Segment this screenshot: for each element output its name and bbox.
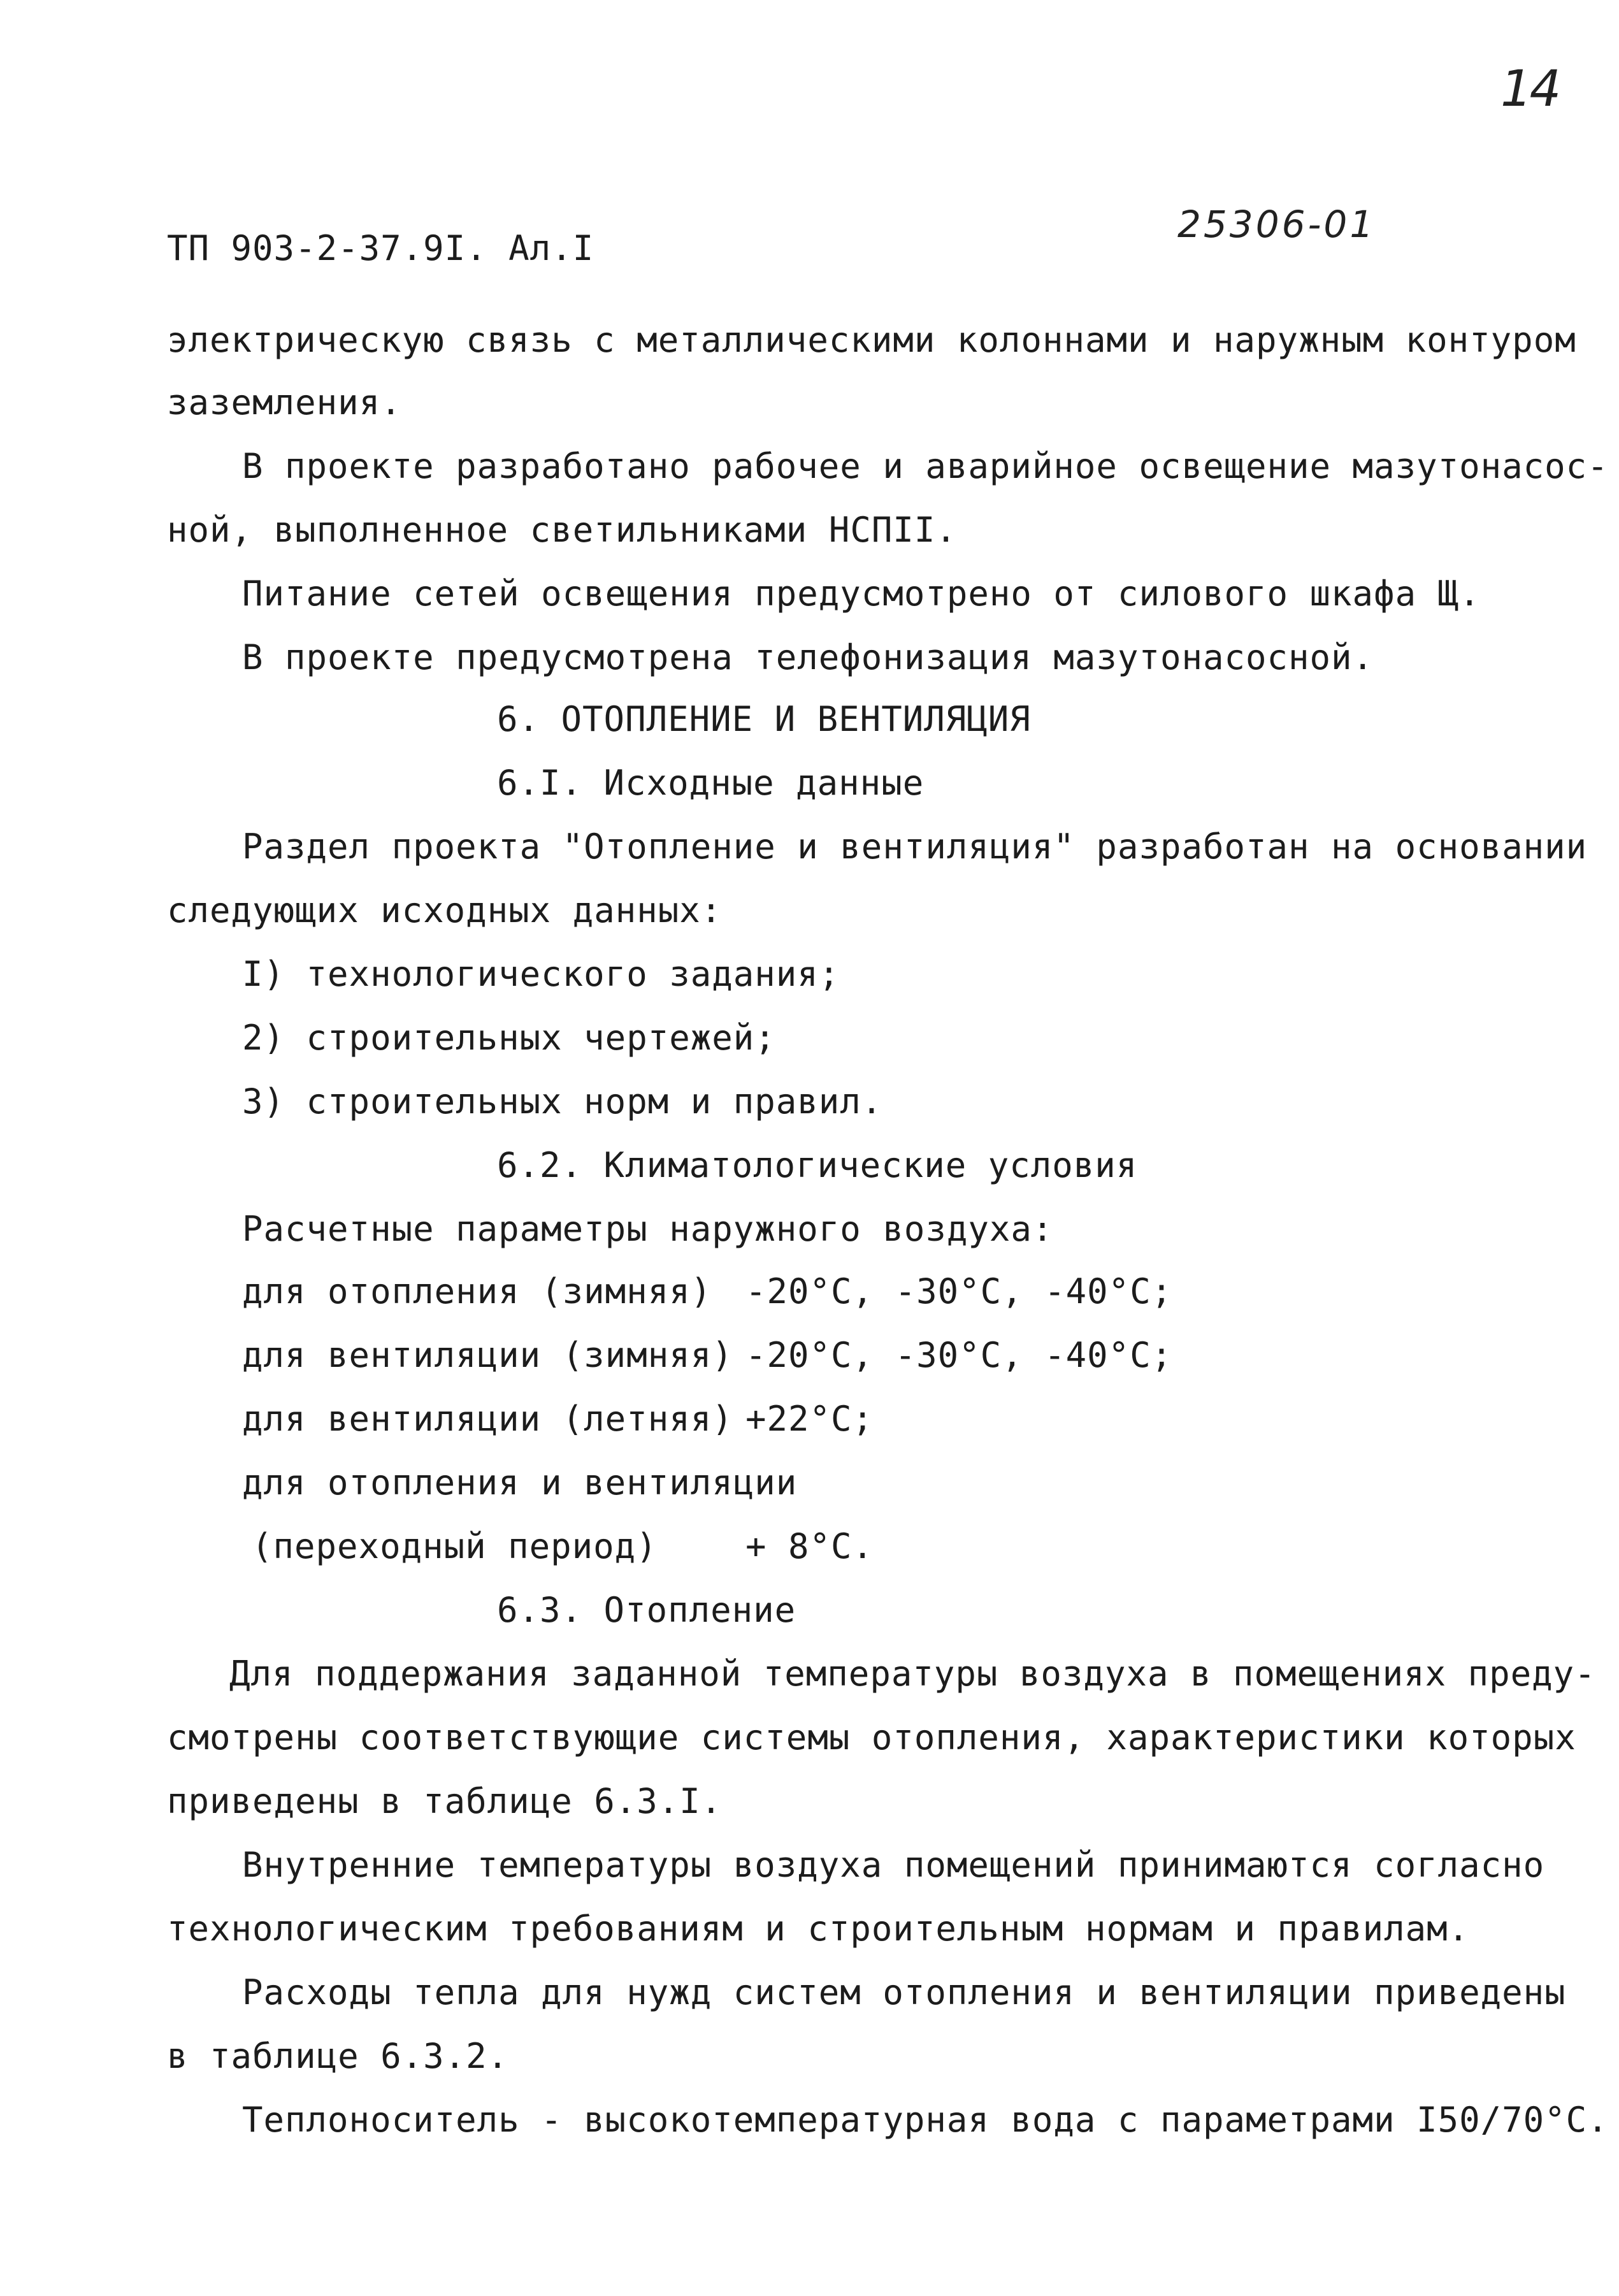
- text-line: Расходы тепла для нужд систем отопления и вентиляции приведены: [242, 1972, 1566, 2012]
- list-item: 3) строительных норм и правил.: [242, 1081, 883, 1122]
- text-line: технологическим требованиям и строительным нормам и правилам.: [167, 1909, 1470, 1949]
- text-line: В проекте предусмотрена телефонизация мазутонасосной.: [242, 637, 1374, 677]
- subsection-heading: 6.I. Исходные данные: [497, 763, 925, 803]
- climate-value: + 8°С.: [745, 1526, 874, 1566]
- document-code: ТП 903-2-37.9I. Ал.I: [167, 228, 594, 268]
- text-line: ной, выполненное светильниками НСПII.: [167, 510, 957, 550]
- subsection-heading: 6.2. Климатологические условия: [497, 1145, 1138, 1185]
- text-line: Для поддержания заданной температуры воздуха в помещениях преду-: [229, 1654, 1596, 1694]
- page-number: 14: [1500, 61, 1559, 118]
- section-heading: 6. ОТОПЛЕНИЕ И ВЕНТИЛЯЦИЯ: [497, 699, 1031, 739]
- list-item: I) технологического задания;: [242, 954, 840, 994]
- subsection-heading: 6.3. Отопление: [497, 1590, 796, 1630]
- text-line: Теплоноситель - высокотемпературная вода с параметрами I50/70°С.: [242, 2100, 1609, 2140]
- climate-value: -20°С, -30°С, -40°С;: [745, 1271, 1173, 1311]
- text-line: смотрены соответствующие системы отопления, характеристики которых: [167, 1717, 1576, 1758]
- text-line: приведены в таблице 6.3.I.: [167, 1781, 723, 1821]
- text-line: Внутренние температуры воздуха помещений принимаются согласно: [242, 1845, 1545, 1885]
- text-line: В проекте разработано рабочее и аварийное освещение мазутонасос-: [242, 446, 1609, 486]
- text-line: Расчетные параметры наружного воздуха:: [242, 1209, 1054, 1249]
- climate-label: для вентиляции (зимняя): [242, 1335, 733, 1375]
- text-line: в таблице 6.3.2.: [167, 2036, 509, 2076]
- climate-label: для отопления (зимняя): [242, 1271, 712, 1311]
- text-line: Раздел проекта "Отопление и вентиляция" разработан на основании: [242, 827, 1588, 867]
- climate-label: (переходный период): [252, 1526, 658, 1566]
- climate-value: -20°С, -30°С, -40°С;: [745, 1335, 1173, 1375]
- text-line: электрическую связь с металлическими колоннами и наружным контуром: [167, 320, 1576, 360]
- climate-label: для отопления и вентиляции: [242, 1462, 798, 1503]
- climate-value: +22°С;: [745, 1399, 874, 1439]
- handwritten-code: 25306-01: [1177, 203, 1376, 246]
- climate-label: для вентиляции (летняя): [242, 1399, 733, 1439]
- list-item: 2) строительных чертежей;: [242, 1018, 776, 1058]
- text-line: Питание сетей освещения предусмотрено от силового шкафа Щ.: [242, 574, 1481, 614]
- text-line: следующих исходных данных:: [167, 890, 723, 930]
- text-line: заземления.: [167, 382, 402, 422]
